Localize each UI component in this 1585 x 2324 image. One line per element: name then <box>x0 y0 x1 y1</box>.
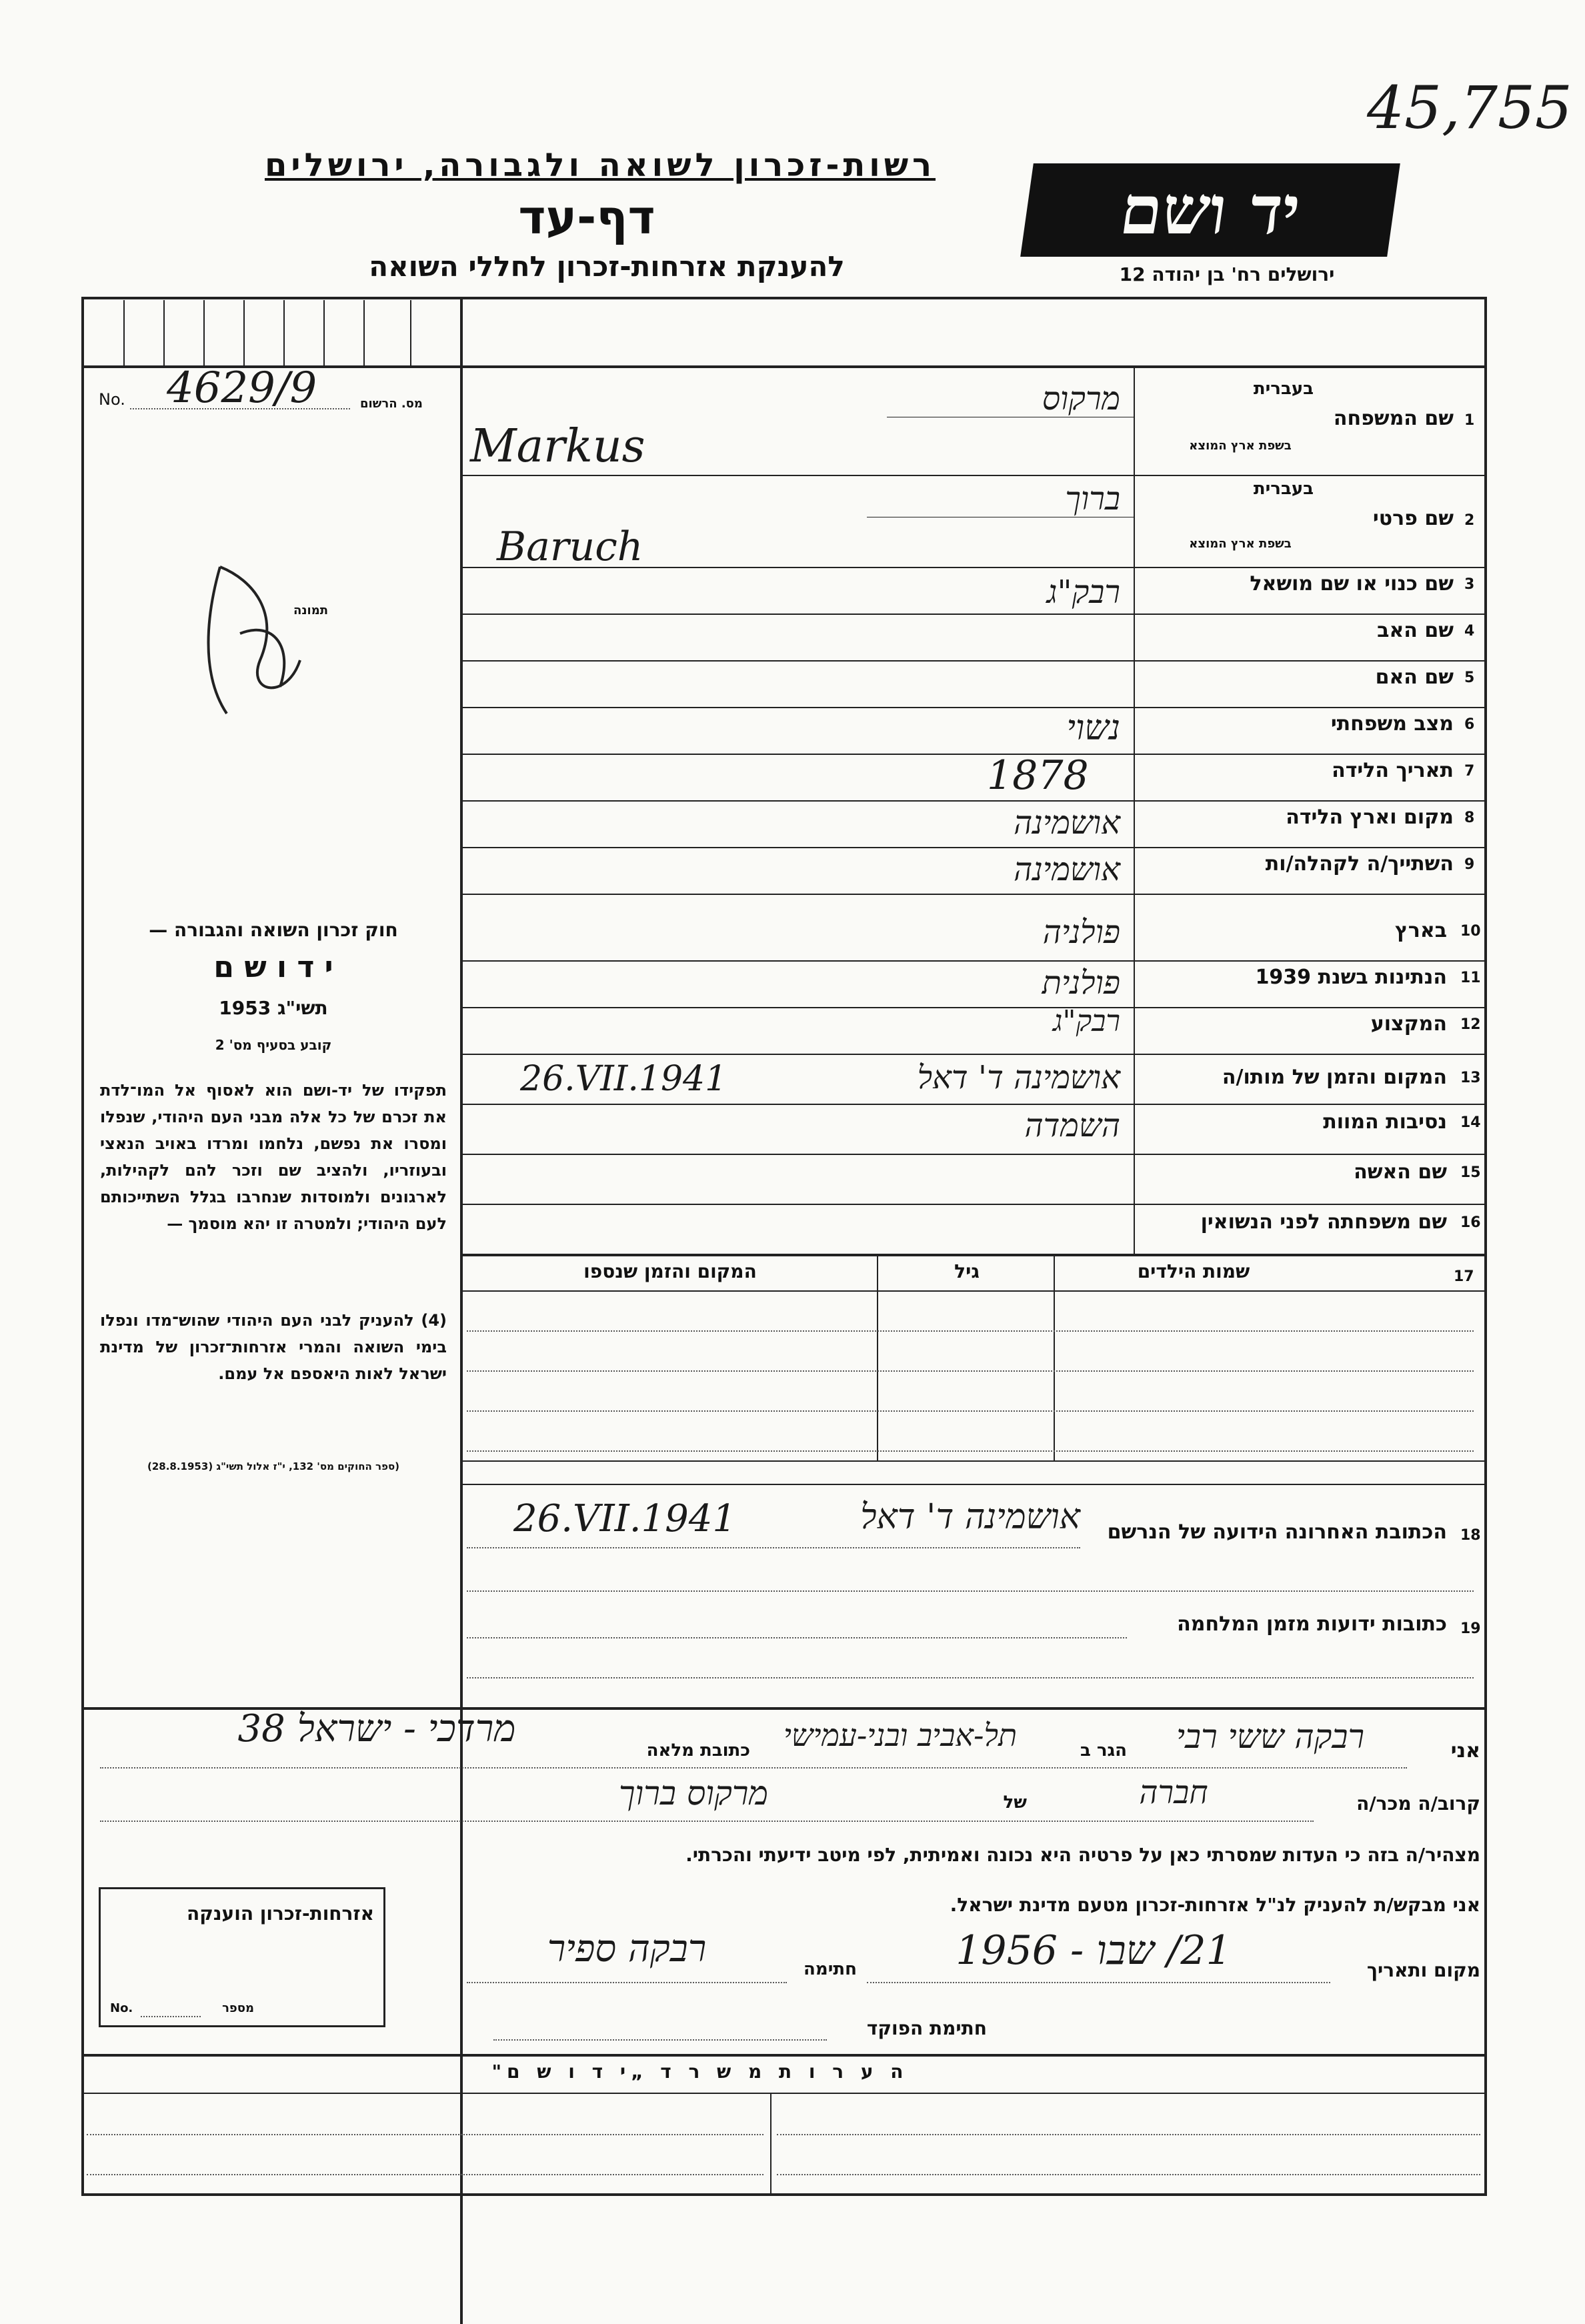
field-18-number: 18 <box>1460 1527 1481 1544</box>
field-3-value: רבק"ג <box>1046 573 1120 611</box>
declaration-text: מצהיר/ה בזה כי העדות שמסרתי כאן על פרטיה היא נכונה ואמיתית, לפי מיטב ידיעתי והכרתי. <box>685 1844 1480 1866</box>
children-table-number: 17 <box>1454 1268 1474 1285</box>
field-13-label: המקום והזמן של מותו/ה <box>1222 1066 1447 1089</box>
field-2-hebrew-tag: בעברית <box>1253 479 1314 499</box>
field-10-label: בארץ <box>1394 919 1447 942</box>
handwritten-file-number: 45,755 <box>1367 73 1572 142</box>
law-clause: קובע בסעיף מס' 2 <box>215 1037 332 1053</box>
field-10-number: 10 <box>1460 923 1481 940</box>
field-16-label: שם משפחתה לפני הנשואין <box>1200 1210 1447 1234</box>
law-text-purpose: תפקידו של יד-ושם הוא לאסוף אל המו־לדת את זכרם של כל אלה מבני העם היהודי, שנפלו ומסרו את נפשם, נלחמו ומרדו באויב הנאצי ובעוזריו, ולהציב שם וזכר להם לקהילות, לארגונים ולמוסדות שנחרבו בגלל השתייכותם לעם היהודי; ולמטרה זו יהא מוסמך — <box>100 1081 447 1233</box>
reg-no-label: No. <box>99 390 125 409</box>
field-15-number: 15 <box>1460 1164 1481 1181</box>
field-3-label: שם כנוי או שם מושאל <box>1250 572 1454 596</box>
field-8-number: 8 <box>1464 810 1475 826</box>
law-name: י ד ו ש ם <box>213 950 333 984</box>
office-boxes <box>83 300 460 365</box>
form-subtitle: להענקת אזרחות-זכרון לחללי השואה <box>369 250 845 283</box>
declarant-relation-value: חברה <box>1139 1774 1208 1811</box>
field-12-value: רבק"ג <box>1052 1004 1120 1038</box>
photo-area <box>100 440 447 894</box>
field-6-label: מצב משפחתי <box>1330 712 1454 736</box>
reg-no-value: 4629/9 <box>167 363 317 413</box>
field-11-number: 11 <box>1460 970 1481 986</box>
field-19-number: 19 <box>1460 1620 1481 1637</box>
request-text: אני מבקש/ת להעניק לנ"ל אזרחות-זכרון מטעם מדינת ישראל. <box>950 1894 1480 1916</box>
field-2-sub-label: בשפת ארץ המוצא <box>1189 537 1292 551</box>
field-18-date: 26.VII.1941 <box>513 1497 737 1540</box>
field-6-value: נשוי <box>1066 708 1120 748</box>
declarant-relation-label: קרוב/ה מכר/ה <box>1356 1793 1480 1815</box>
field-8-value: אושמינה <box>1014 804 1120 842</box>
officer-signature-label: חתימת הפוקד <box>866 2017 987 2039</box>
field-18-value: אושמינה ד' דאל <box>860 1497 1080 1537</box>
field-14-label: נסיבות המוות <box>1323 1110 1447 1134</box>
field-4-number: 4 <box>1464 623 1475 640</box>
reg-no-hebrew-label: מס. הרשום <box>360 397 423 411</box>
field-7-number: 7 <box>1464 763 1475 780</box>
field-9-label: השתייך/ה לקהלה/ות <box>1265 852 1454 876</box>
field-7-value: 1878 <box>987 752 1089 799</box>
children-header-age: גיל <box>954 1260 980 1282</box>
field-14-number: 14 <box>1460 1114 1481 1131</box>
declarant-of-value: מרקוס ברוך <box>618 1774 769 1813</box>
field-3-number: 3 <box>1464 576 1475 593</box>
place-date-label: מקום ותאריך <box>1366 1959 1480 1981</box>
field-2-foreign-value: Baruch <box>497 523 643 570</box>
logo-text: יד ושם <box>1115 171 1306 249</box>
declarant-of-label: של <box>1003 1793 1027 1813</box>
law-text-clause-4: (4) להעניק לבני העם היהודי שהוש־מדו ונפלו בימי השואה והמרי אזרחות־זכרון של מדינת ישראל לאות היאספם אל עמם. <box>100 1311 447 1383</box>
field-1-label: שם המשפחה <box>1333 407 1454 430</box>
authority-name: רשות-זכרון לשואה ולגבורה, ירושלים <box>264 147 936 184</box>
field-1-hebrew-value: מרקוס <box>1042 380 1120 417</box>
field-8-label: מקום וארץ הלידה <box>1286 806 1454 829</box>
field-5-label: שם האם <box>1375 666 1454 689</box>
field-7-label: תאריך הלידה <box>1332 759 1454 782</box>
field-18-label: הכתובת האחרונה הידועה של הנרשם <box>1107 1520 1447 1544</box>
photo-handwritten-mark <box>180 553 313 727</box>
field-11-label: הנתינות בשנת 1939 <box>1255 966 1447 989</box>
law-citation: (ספר החוקים מס' 132, י"ז אלול תשי"ג (28.8.1953) <box>147 1460 399 1472</box>
signature-value: רבקה ספיר <box>547 1927 707 1971</box>
law-year: תשי"ג 1953 <box>219 997 328 1019</box>
field-6-number: 6 <box>1464 716 1475 733</box>
field-14-value: השמדה <box>1024 1107 1120 1144</box>
citizenship-granted-box <box>99 1887 385 2027</box>
field-12-label: המקצוע <box>1370 1012 1447 1036</box>
declarant-address-value: מרדכי - ישראל 38 <box>237 1707 516 1751</box>
office-notes-title: ה ע ר ו ת מ ש ר ד „י ד ו ש ם" <box>491 2061 909 2083</box>
field-13-date: 26.VII.1941 <box>520 1059 727 1099</box>
children-header-names: שמות הילדים <box>1137 1260 1250 1282</box>
field-12-number: 12 <box>1460 1016 1481 1033</box>
field-5-number: 5 <box>1464 670 1475 686</box>
field-1-foreign-value: Markus <box>470 420 645 473</box>
field-2-hebrew-value: ברוך <box>1065 480 1120 517</box>
photo-scribble <box>180 553 313 727</box>
children-header-place-time: המקום והזמן שנספו <box>583 1260 757 1282</box>
form-title: דף-עד <box>518 190 655 245</box>
field-10-value: פולניה <box>1042 914 1120 951</box>
field-1-sub-label: בשפת ארץ המוצא <box>1189 439 1292 453</box>
field-4-label: שם האב <box>1377 619 1454 642</box>
field-16-number: 16 <box>1460 1214 1481 1231</box>
stamp-box-number-label: מספר <box>222 2001 254 2015</box>
yad-vashem-logo <box>1020 163 1400 257</box>
logo-address: ירושלים רח' בן יהודה 12 <box>1119 263 1335 285</box>
field-1-number: 1 <box>1464 412 1475 429</box>
stamp-box-title: אזרחות-זכרון הוענקה <box>187 1903 374 1925</box>
field-13-value: אושמינה ד' דאל <box>917 1059 1120 1096</box>
photo-label: תמונה <box>293 604 329 618</box>
stamp-box-no-label: No. <box>110 2001 133 2015</box>
declarant-resides-label: הגר ב <box>1080 1740 1127 1761</box>
place-date-value: 21/ שבו - 1956 <box>956 1927 1232 1974</box>
field-9-value: אושמינה <box>1014 851 1120 888</box>
field-11-value: פולנית <box>1042 964 1120 1002</box>
declarant-i-label: אני <box>1450 1739 1480 1763</box>
field-1-hebrew-tag: בעברית <box>1253 379 1314 399</box>
field-2-number: 2 <box>1464 512 1475 529</box>
field-15-label: שם האשה <box>1354 1160 1447 1184</box>
declarant-resides-value: תל-אביב ובני-עמישי <box>783 1717 1018 1753</box>
declarant-address-label: כתובת מלאה <box>646 1740 750 1761</box>
declarant-name: רבקה ששי רבי <box>1176 1717 1365 1756</box>
field-9-number: 9 <box>1464 856 1475 873</box>
law-title: חוק זכרון השואה והגבורה — <box>149 919 398 941</box>
field-13-number: 13 <box>1460 1070 1481 1086</box>
field-2-label: שם פרטי <box>1372 507 1454 530</box>
signature-label: חתימה <box>804 1959 857 1979</box>
field-19-label: כתובות ידועות מזמן המלחמה <box>1177 1612 1447 1636</box>
